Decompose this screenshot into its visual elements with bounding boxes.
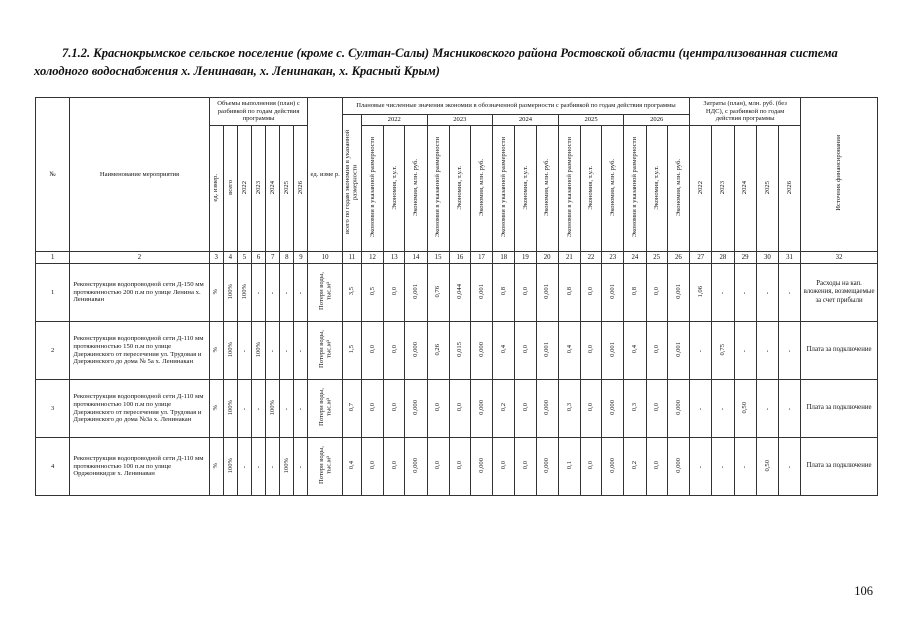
column-number: 15 — [427, 252, 449, 264]
vol-2024: - — [266, 438, 280, 496]
vol-total: 100% — [223, 438, 237, 496]
vol-2025: - — [280, 264, 294, 322]
econ-value: 0,0 — [646, 380, 667, 438]
cost-value: - — [734, 322, 756, 380]
econ-value: 0,0 — [361, 380, 383, 438]
vol-total: 100% — [223, 264, 237, 322]
column-number: 21 — [558, 252, 580, 264]
column-number: 14 — [405, 252, 427, 264]
header-vol-2022: 2022 — [237, 126, 251, 252]
econ-value: 0,0 — [384, 322, 405, 380]
vol-2024: 100% — [266, 380, 280, 438]
cost-value: - — [778, 264, 800, 322]
vol-unit: % — [209, 380, 223, 438]
header-econ-tut: Экономия, т.у.т. — [515, 126, 536, 252]
measures-table — [35, 97, 878, 496]
vol-total: 100% — [223, 322, 237, 380]
econ-value: 0,76 — [427, 264, 449, 322]
column-number: 6 — [251, 252, 265, 264]
econ-value: 0,2 — [624, 438, 646, 496]
vol-2026: - — [294, 380, 308, 438]
vol-2023: - — [251, 264, 265, 322]
vol-2026: - — [294, 322, 308, 380]
header-source: Источник финансирования — [801, 98, 878, 252]
econ-value: 0,4 — [624, 322, 646, 380]
column-number: 9 — [294, 252, 308, 264]
column-number: 30 — [756, 252, 778, 264]
econ-value: 0,001 — [667, 322, 689, 380]
econ-total: 0,7 — [342, 380, 361, 438]
vol-2024: - — [266, 322, 280, 380]
econ-value: 0,0 — [580, 322, 601, 380]
column-number: 13 — [384, 252, 405, 264]
header-name: Наименование мероприятия — [70, 98, 209, 252]
econ-value: 0,001 — [602, 322, 624, 380]
column-number: 7 — [266, 252, 280, 264]
vol-2022: 100% — [237, 264, 251, 322]
column-number: 29 — [734, 252, 756, 264]
econ-unit: Потери воды, тыс.м³ — [308, 322, 342, 380]
econ-value: 0,2 — [493, 380, 515, 438]
cost-value: - — [756, 322, 778, 380]
econ-value: 0,015 — [449, 322, 470, 380]
cost-value: 1,06 — [690, 264, 712, 322]
header-econ-units: Экономия в указанной размерности — [427, 126, 449, 252]
header-vol-2025: 2025 — [280, 126, 294, 252]
header-econ-year-2026: 2026 — [624, 115, 690, 126]
econ-value: 0,000 — [470, 380, 492, 438]
econ-value: 0,000 — [602, 438, 624, 496]
header-cost-2023: 2023 — [712, 126, 734, 252]
econ-value: 0,0 — [515, 380, 536, 438]
column-number: 32 — [801, 252, 878, 264]
vol-2026: - — [294, 264, 308, 322]
column-number: 20 — [536, 252, 558, 264]
header-econ-tut: Экономия, т.у.т. — [449, 126, 470, 252]
header-vol-2026: 2026 — [294, 126, 308, 252]
header-econ-year-2023: 2023 — [427, 115, 493, 126]
cost-value: - — [690, 322, 712, 380]
vol-2022: - — [237, 322, 251, 380]
measure-name: Реконструкция водопроводной сети Д-110 мм протяженностью 100 п.м по улице Орджоникидзе х. Ленинаван — [70, 438, 209, 496]
econ-value: 0,0 — [515, 438, 536, 496]
econ-value: 0,000 — [667, 380, 689, 438]
cost-value: - — [756, 264, 778, 322]
column-number: 12 — [361, 252, 383, 264]
econ-value: 0,001 — [405, 264, 427, 322]
econ-value: 0,001 — [602, 264, 624, 322]
vol-2025: 100% — [280, 438, 294, 496]
measure-name: Реконструкция водопроводной сети Д-150 мм протяженностью 200 п.м по улице Ленина х. Ленинаван — [70, 264, 209, 322]
header-econ-mln: Экономия, млн. руб. — [405, 126, 427, 252]
row-number: 1 — [36, 264, 70, 322]
econ-value: 0,000 — [405, 438, 427, 496]
section-heading: 7.1.2. Краснокрымское сельское поселение (кроме с. Султан-Салы) Мясниковского района Ростовской области (централизованная система холодного водоснабжения х. Ленинаван, х. Ленинакан, х. Красный Крым) — [34, 46, 838, 78]
econ-value: 0,26 — [427, 322, 449, 380]
econ-value: 0,0 — [361, 438, 383, 496]
row-number: 3 — [36, 380, 70, 438]
header-econ-mln: Экономия, млн. руб. — [536, 126, 558, 252]
measure-name: Реконструкция водопроводной сети Д-110 мм протяженностью 150 п.м по улице Дзержинского от пересечения ул. Трудовая и Дзержинского до дома № 5а х. Ленинакан — [70, 322, 209, 380]
cost-value: - — [734, 264, 756, 322]
header-cost-2022: 2022 — [690, 126, 712, 252]
econ-value: 0,0 — [427, 438, 449, 496]
econ-value: 0,4 — [558, 322, 580, 380]
vol-2025: - — [280, 322, 294, 380]
vol-2026: - — [294, 438, 308, 496]
header-econ-year-2022: 2022 — [361, 115, 427, 126]
header-econ-tut: Экономия, т.у.т. — [580, 126, 601, 252]
table-row — [36, 438, 878, 496]
header-planned-savings: Плановые численные значения экономии в обозначенной размерности с разбивкой по годам действия программы — [342, 98, 689, 115]
column-number: 11 — [342, 252, 361, 264]
column-number: 24 — [624, 252, 646, 264]
cost-value: - — [756, 380, 778, 438]
econ-value: 0,0 — [515, 264, 536, 322]
econ-value: 0,0 — [646, 264, 667, 322]
econ-total: 3,5 — [342, 264, 361, 322]
header-econ-units: Экономия в указанной размерности — [624, 126, 646, 252]
vol-2023: - — [251, 380, 265, 438]
row-number: 2 — [36, 322, 70, 380]
header-econ-mln: Экономия, млн. руб. — [470, 126, 492, 252]
cost-value: - — [712, 264, 734, 322]
econ-value: 0,0 — [384, 264, 405, 322]
econ-value: 0,8 — [493, 264, 515, 322]
econ-unit: Потери воды, тыс.м³ — [308, 438, 342, 496]
econ-value: 0,0 — [427, 380, 449, 438]
econ-total: 0,4 — [342, 438, 361, 496]
vol-2025: - — [280, 380, 294, 438]
cost-value: - — [778, 380, 800, 438]
econ-value: 0,000 — [602, 380, 624, 438]
column-number: 16 — [449, 252, 470, 264]
econ-value: 0,0 — [384, 380, 405, 438]
cost-value: - — [690, 380, 712, 438]
econ-value: 0,0 — [361, 322, 383, 380]
column-number: 18 — [493, 252, 515, 264]
econ-value: 0,001 — [536, 322, 558, 380]
econ-total: 1,5 — [342, 322, 361, 380]
econ-value: 0,0 — [646, 322, 667, 380]
econ-value: 0,0 — [515, 322, 536, 380]
funding-source: Плата за подключение — [801, 438, 878, 496]
econ-value: 0,3 — [624, 380, 646, 438]
econ-value: 0,3 — [558, 380, 580, 438]
column-number: 31 — [778, 252, 800, 264]
header-vol-total: всего — [223, 126, 237, 252]
econ-unit: Потери воды, тыс.м³ — [308, 264, 342, 322]
cost-value: - — [712, 438, 734, 496]
econ-value: 0,4 — [493, 322, 515, 380]
vol-unit: % — [209, 438, 223, 496]
cost-value: - — [690, 438, 712, 496]
econ-value: 0,0 — [493, 438, 515, 496]
econ-value: 0,000 — [536, 380, 558, 438]
column-number: 28 — [712, 252, 734, 264]
vol-unit: % — [209, 264, 223, 322]
econ-value: 0,0 — [449, 380, 470, 438]
column-number: 8 — [280, 252, 294, 264]
header-econ-year-2024: 2024 — [493, 115, 559, 126]
header-vol-2024: 2024 — [266, 126, 280, 252]
cost-value: 0,50 — [756, 438, 778, 496]
column-numbers-row — [36, 252, 878, 264]
cost-value: - — [778, 438, 800, 496]
econ-value: 0,000 — [405, 322, 427, 380]
vol-unit: % — [209, 322, 223, 380]
cost-value: 0,75 — [712, 322, 734, 380]
cost-value: - — [712, 380, 734, 438]
econ-value: 0,001 — [667, 264, 689, 322]
econ-value: 0,5 — [361, 264, 383, 322]
column-number: 17 — [470, 252, 492, 264]
column-number: 4 — [223, 252, 237, 264]
header-vol-unit: ед. измер. — [209, 126, 223, 252]
header-cost-2026: 2026 — [778, 126, 800, 252]
econ-value: 0,1 — [558, 438, 580, 496]
header-cost-2024: 2024 — [734, 126, 756, 252]
econ-value: 0,0 — [580, 438, 601, 496]
vol-2022: - — [237, 438, 251, 496]
column-number: 1 — [36, 252, 70, 264]
cost-value: - — [734, 438, 756, 496]
funding-source: Расходы на кап. вложения, возмещаемые за счет прибыли — [801, 264, 878, 322]
econ-value: 0,000 — [667, 438, 689, 496]
cost-value: - — [778, 322, 800, 380]
header-econ-total: всего по годам экономия в указанной размерности — [342, 115, 361, 252]
header-cost-2025: 2025 — [756, 126, 778, 252]
econ-value: 0,0 — [580, 264, 601, 322]
header-econ-tut: Экономия, т.у.т. — [646, 126, 667, 252]
econ-value: 0,001 — [536, 264, 558, 322]
header-econ-units: Экономия в указанной размерности — [493, 126, 515, 252]
column-number: 2 — [70, 252, 209, 264]
econ-value: 0,0 — [646, 438, 667, 496]
column-number: 22 — [580, 252, 601, 264]
econ-value: 0,000 — [536, 438, 558, 496]
header-econ-tut: Экономия, т.у.т. — [384, 126, 405, 252]
measure-name: Реконструкция водопроводной сети Д-110 мм протяженностью 100 п.м по улице Дзержинского от пересечения ул. Трудовая и Дзержинского до дома №3а х. Ленинакан — [70, 380, 209, 438]
econ-value: 0,044 — [449, 264, 470, 322]
table-row — [36, 380, 878, 438]
header-econ-unit: ед. изме р. — [308, 98, 342, 252]
header-econ-mln: Экономия, млн. руб. — [602, 126, 624, 252]
econ-value: 0,0 — [580, 380, 601, 438]
vol-2023: 100% — [251, 322, 265, 380]
column-number: 26 — [667, 252, 689, 264]
header-econ-mln: Экономия, млн. руб. — [667, 126, 689, 252]
funding-source: Плата за подключение — [801, 380, 878, 438]
header-costs: Затраты (план), млн. руб. (без НДС), с разбивкой по годам действия программы — [690, 98, 801, 126]
header-econ-units: Экономия в указанной размерности — [558, 126, 580, 252]
row-number: 4 — [36, 438, 70, 496]
header-volumes: Объемы выполнения (план) с разбивкой по годам действия программы — [209, 98, 308, 126]
vol-2022: - — [237, 380, 251, 438]
econ-value: 0,0 — [384, 438, 405, 496]
vol-total: 100% — [223, 380, 237, 438]
page-number: 106 — [854, 584, 873, 598]
econ-value: 0,8 — [624, 264, 646, 322]
column-number: 5 — [237, 252, 251, 264]
header-econ-units: Экономия в указанной размерности — [361, 126, 383, 252]
column-number: 23 — [602, 252, 624, 264]
cost-value: 0,50 — [734, 380, 756, 438]
table-row — [36, 264, 878, 322]
funding-source: Плата за подключение — [801, 322, 878, 380]
header-vol-2023: 2023 — [251, 126, 265, 252]
header-econ-year-2025: 2025 — [558, 115, 624, 126]
column-number: 27 — [690, 252, 712, 264]
vol-2023: - — [251, 438, 265, 496]
column-number: 19 — [515, 252, 536, 264]
econ-value: 0,0 — [449, 438, 470, 496]
econ-value: 0,000 — [470, 438, 492, 496]
column-number: 3 — [209, 252, 223, 264]
header-no: № — [36, 98, 70, 252]
econ-value: 0,001 — [470, 264, 492, 322]
econ-unit: Потери воды, тыс.м³ — [308, 380, 342, 438]
econ-value: 0,000 — [470, 322, 492, 380]
column-number: 10 — [308, 252, 342, 264]
vol-2024: - — [266, 264, 280, 322]
econ-value: 0,000 — [405, 380, 427, 438]
econ-value: 0,8 — [558, 264, 580, 322]
column-number: 25 — [646, 252, 667, 264]
table-row — [36, 322, 878, 380]
